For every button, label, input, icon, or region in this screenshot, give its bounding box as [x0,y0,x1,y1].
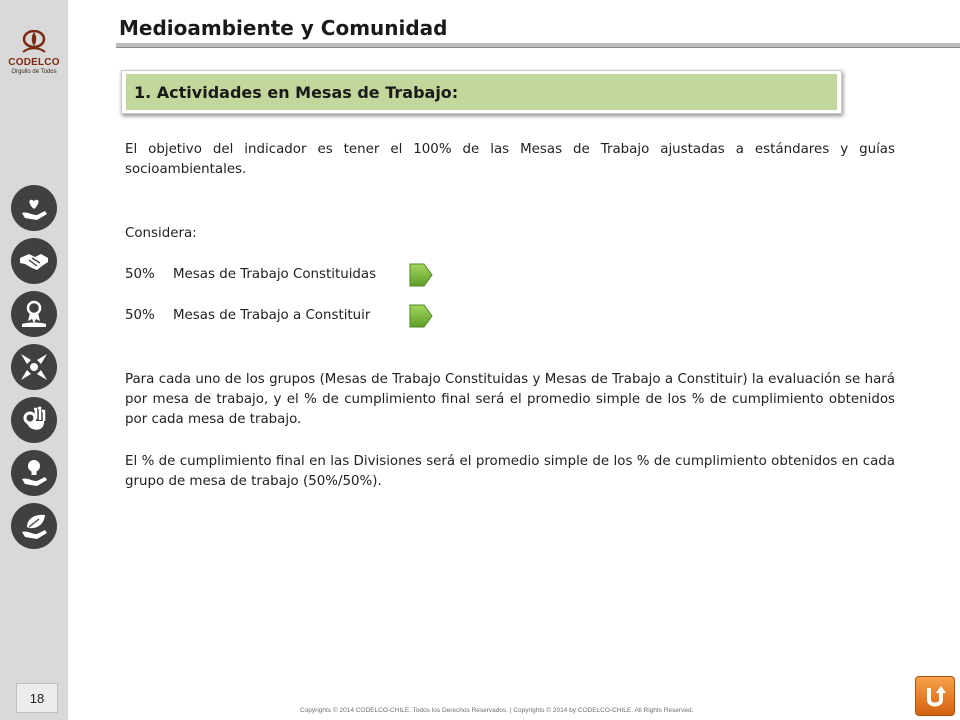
page-number: 18 [16,683,58,713]
title-divider [116,43,960,48]
sidebar [0,0,68,720]
objective-paragraph: El objetivo del indicador es tener el 100% de las Mesas de Trabajo ajustadas a estándares y guías socioambientales. [125,142,895,177]
item-percent: 50% [125,267,155,282]
evaluation-paragraph: Para cada uno de los grupos (Mesas de Trabajo Constituidas y Mesas de Trabajo a Constituir) la evaluación se hará por mesa de trabajo, y el % de cumplimiento final será el promedio simple de los % de cumplimiento obtenidos por cada mesa de trabajo. [125,372,895,427]
divisions-paragraph: El % de cumplimiento final en las Divisiones será el promedio simple de los % de cumplimiento obtenidos en cada grupo de mesa de trabajo (50%/50%). [125,454,895,489]
footer-copyright: Copyrights © 2014 CODELCO-CHILE. Todos los Derechos Reservados. | Copyrights © 2014 by CODELCO-CHILE. All Rights Reserved. [300,707,694,714]
u-turn-arrow-icon [921,682,949,710]
hands-circle-icon[interactable] [11,344,57,390]
lightbulb-in-hand-icon[interactable] [11,450,57,496]
ok-hand-icon[interactable] [11,397,57,443]
logo-brand: CODELCO [8,57,60,68]
section-banner-fill [126,74,837,110]
page-title: Medioambiente y Comunidad [119,16,448,40]
handshake-icon[interactable] [11,238,57,284]
item-percent: 50% [125,308,155,323]
sidebar-icon-list [11,185,57,556]
leaf-in-hand-icon[interactable] [11,503,57,549]
item-text: Mesas de Trabajo Constituidas [173,267,377,282]
codelco-emblem-icon [19,30,49,54]
list-item [125,303,434,329]
logo-tagline: Orgullo de Todos [11,69,57,75]
arrow-right-icon[interactable] [408,303,434,329]
heart-in-hand-icon[interactable] [11,185,57,231]
person-award-icon[interactable] [11,291,57,337]
arrow-right-icon[interactable] [408,262,434,288]
considera-label: Considera: [125,226,197,241]
section-heading: 1. Actividades en Mesas de Trabajo: [134,82,459,102]
codelco-logo [4,30,64,76]
list-item [125,262,434,288]
section-banner [121,70,842,114]
return-button[interactable] [915,676,955,716]
item-text: Mesas de Trabajo a Constituir [173,308,371,323]
